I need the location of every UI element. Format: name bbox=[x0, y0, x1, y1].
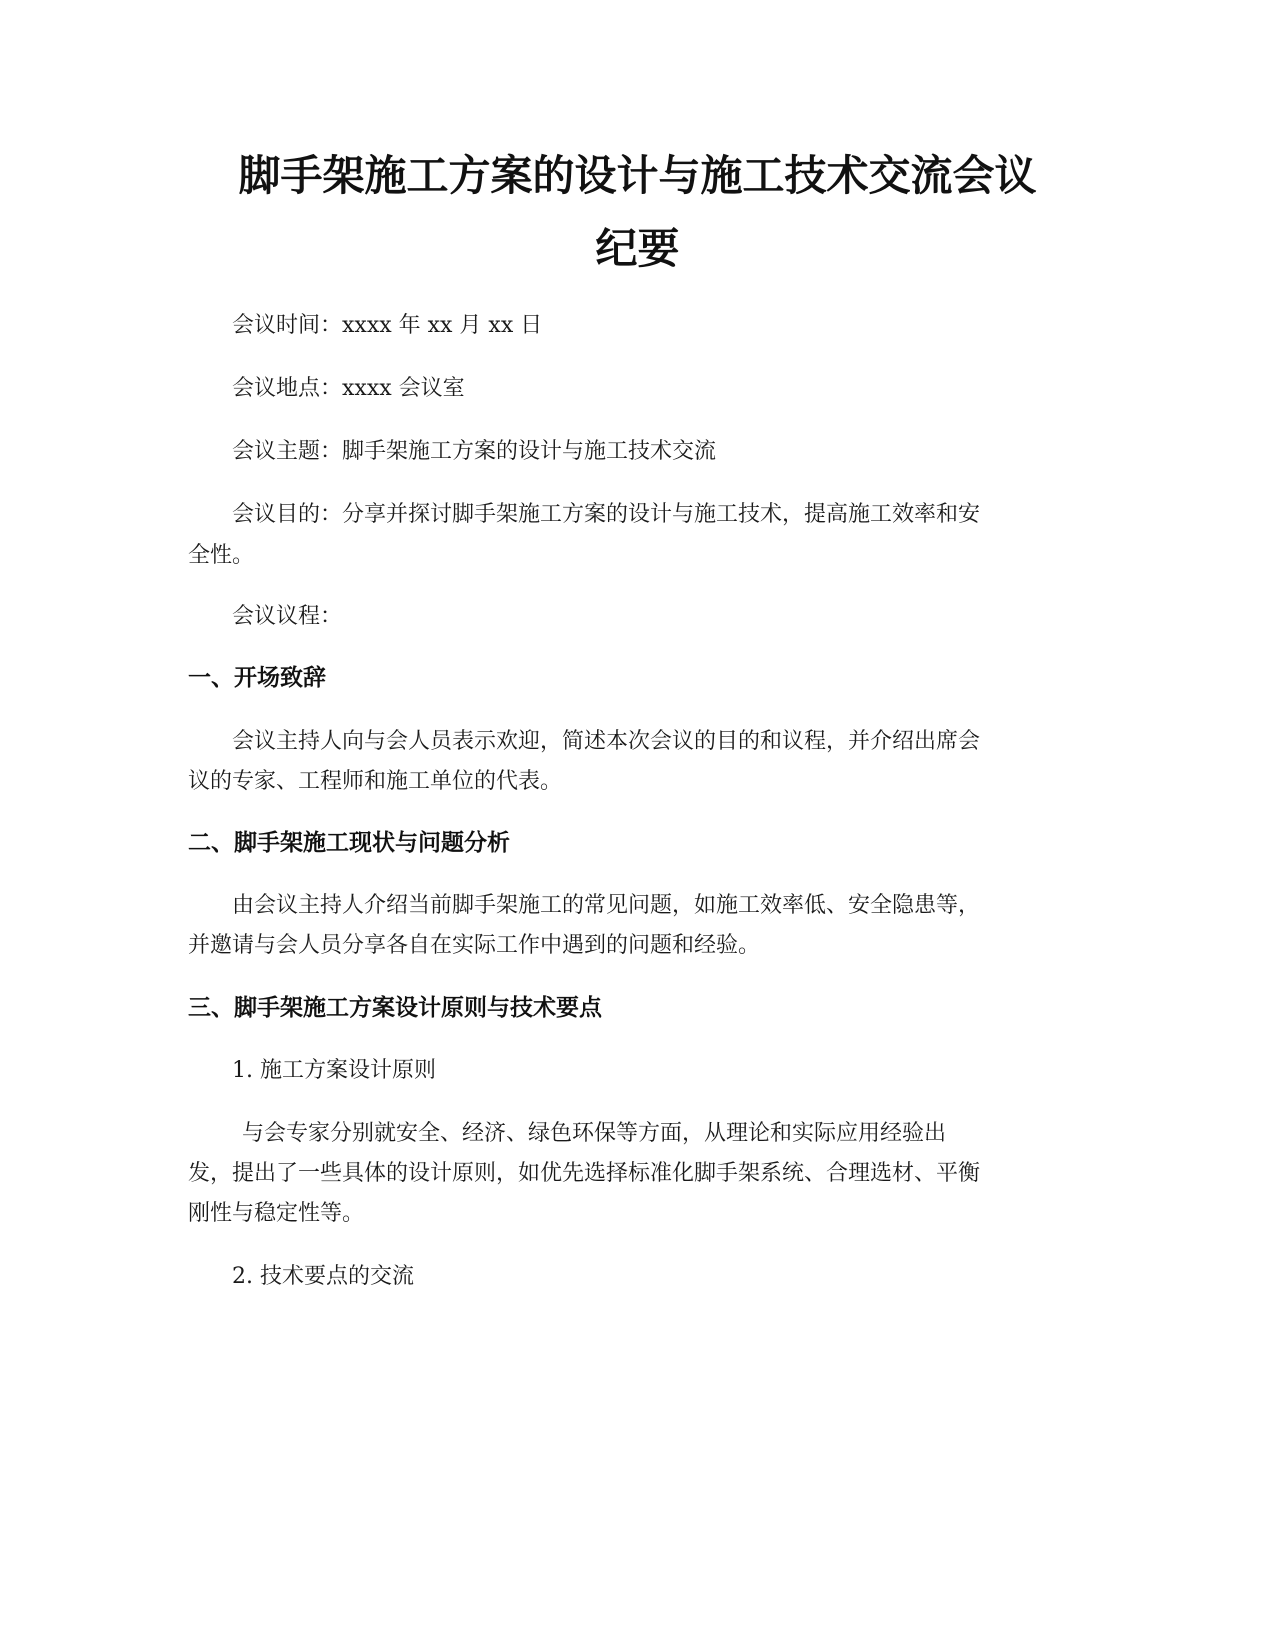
section-status-line-1: 由会议主持人介绍当前脚手架施工的常见问题，如施工效率低、安全隐患等， bbox=[232, 893, 981, 918]
meeting-time: 会议时间：xxxx 年 xx 月 xx 日 bbox=[232, 313, 543, 338]
meeting-place: 会议地点：xxxx 会议室 bbox=[232, 376, 465, 401]
section-heading-design-principles: 三、脚手架施工方案设计原则与技术要点 bbox=[188, 995, 602, 1021]
section-heading-opening: 一、开场致辞 bbox=[188, 665, 326, 691]
section-opening-line-2: 议的专家、工程师和施工单位的代表。 bbox=[188, 769, 563, 794]
meeting-topic: 会议主题：脚手架施工方案的设计与施工技术交流 bbox=[232, 439, 717, 464]
subsection-design-line-2: 发，提出了一些具体的设计原则，如优先选择标准化脚手架系统、合理选材、平衡 bbox=[188, 1161, 981, 1186]
section-heading-status-analysis: 二、脚手架施工现状与问题分析 bbox=[188, 830, 510, 856]
document-title-line-2: 纪要 bbox=[595, 224, 680, 273]
subsection-design-line-1: 与会专家分别就安全、经济、绿色环保等方面，从理论和实际应用经验出 bbox=[242, 1121, 947, 1146]
section-status-line-2: 并邀请与会人员分享各自在实际工作中遇到的问题和经验。 bbox=[188, 933, 761, 958]
meeting-purpose-line-2: 全性。 bbox=[188, 543, 255, 568]
subsection-title-design-principles: 1. 施工方案设计原则 bbox=[232, 1058, 436, 1083]
subsection-title-technical-points: 2. 技术要点的交流 bbox=[232, 1264, 414, 1289]
agenda-label: 会议议程： bbox=[232, 604, 343, 629]
section-opening-line-1: 会议主持人向与会人员表示欢迎，简述本次会议的目的和议程，并介绍出席会 bbox=[232, 729, 981, 754]
meeting-purpose-line-1: 会议目的：分享并探讨脚手架施工方案的设计与施工技术，提高施工效率和安 bbox=[232, 502, 981, 527]
document-title-line-1: 脚手架施工方案的设计与施工技术交流会议 bbox=[238, 151, 1037, 200]
subsection-design-line-3: 刚性与稳定性等。 bbox=[188, 1201, 365, 1226]
